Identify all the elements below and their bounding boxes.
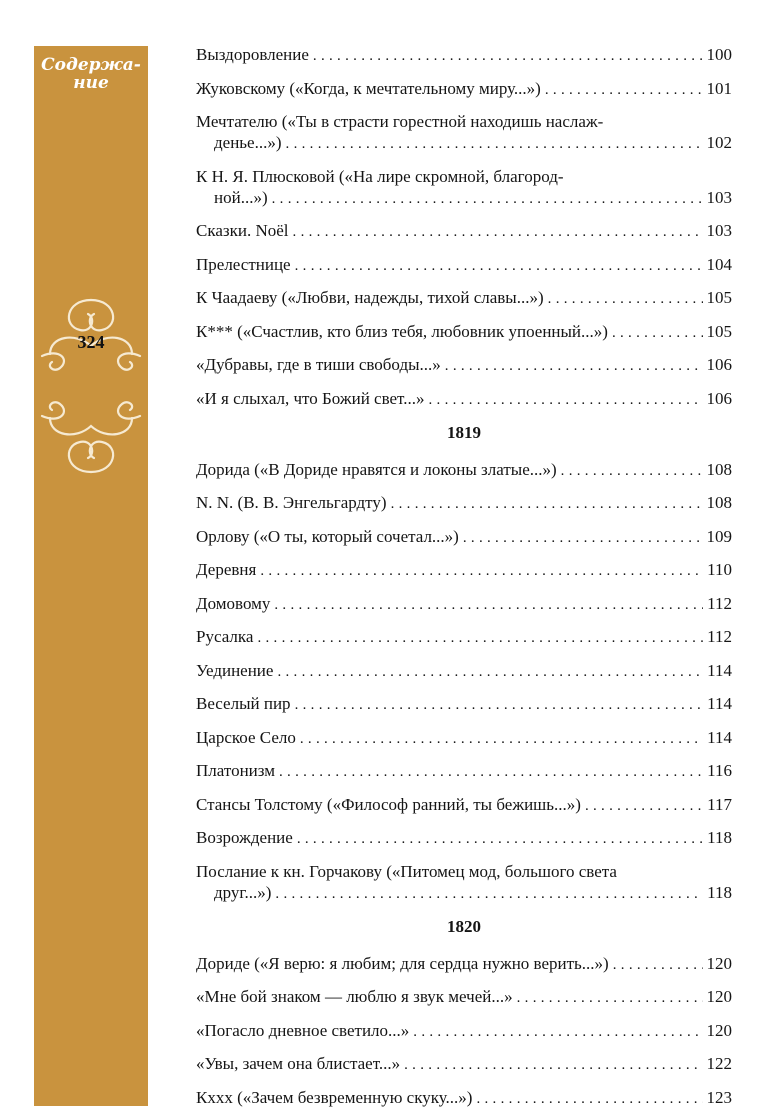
toc-entry (196, 388, 732, 411)
toc-entry (196, 354, 732, 377)
toc-entry-page: 104 (706, 254, 732, 274)
toc-entry (196, 760, 732, 783)
toc-entry (196, 220, 732, 243)
toc-entry (196, 254, 732, 277)
toc-entry-page: 112 (707, 627, 732, 646)
toc-entry-line (196, 760, 732, 783)
toc-entry (196, 660, 732, 683)
toc-entry (196, 1020, 732, 1043)
toc-entry-line (196, 1087, 732, 1110)
leader-dots (561, 461, 703, 482)
toc-entry-page: 101 (706, 78, 732, 98)
toc-entry-line (196, 1053, 732, 1076)
toc-entry-line (196, 827, 732, 850)
toc-entry-title: «Дубравы, где в тиши свободы...» (196, 355, 441, 374)
toc-entry-title: Деревня (196, 560, 257, 579)
toc-entry-line (196, 1020, 732, 1043)
toc-entry (196, 78, 732, 101)
toc-entry-line (196, 593, 732, 616)
toc-entry-title: «Погасло дневное светило...» (196, 1020, 410, 1040)
leader-dots (274, 595, 703, 616)
leader-dots (517, 988, 703, 1009)
toc-group-2 (196, 459, 732, 905)
toc-entry-line (196, 882, 732, 905)
toc-entry-title: Орлову («О ты, который сочетал...») (196, 526, 459, 546)
leader-dots (295, 256, 703, 277)
toc-entry-title: «Мне бой знаком — люблю я звук мечей...» (196, 987, 513, 1006)
leader-dots (272, 189, 703, 210)
toc-entry-line (196, 727, 732, 750)
toc-entry-title: Уединение (196, 660, 274, 680)
toc-entry-page: 118 (707, 882, 732, 902)
leader-dots (613, 955, 703, 976)
toc-entry-page: 100 (706, 45, 732, 64)
leader-dots (585, 796, 703, 817)
toc-entry-page: 117 (707, 794, 732, 814)
toc-entry-page: 110 (707, 560, 732, 579)
toc-entry-title: К*** («Счастлив, кто близ тебя, любовник упоенный...») (196, 321, 608, 341)
leader-dots (300, 729, 703, 750)
toc-entry-line (196, 459, 732, 482)
toc-entry-title: К Н. Я. Плюсковой («На лире скромной, благород- (196, 166, 564, 186)
section-label-line1: Содержа- (41, 55, 141, 75)
leader-dots (428, 390, 702, 411)
toc-entry-line (196, 794, 732, 817)
toc-entry (196, 111, 732, 155)
toc-entry-line (196, 44, 732, 67)
toc-entry-line (196, 287, 732, 310)
toc-entry-page: 120 (706, 1020, 732, 1040)
toc-entry-title: Выздоровление (196, 45, 309, 64)
toc-entry (196, 593, 732, 616)
toc-entry-title: «Увы, зачем она блистает...» (196, 1054, 401, 1073)
leader-dots (297, 829, 703, 850)
toc-entry-title: Сказки. Noël (196, 221, 289, 240)
toc-entry (196, 492, 732, 515)
toc-entry-title: Стансы Толстому («Философ ранний, ты бежишь...») (196, 794, 581, 814)
sidebar (34, 46, 148, 1106)
leader-dots (445, 356, 703, 377)
toc-entry-title: Веселый пир (196, 694, 291, 713)
toc-entry-title: Возрождение (196, 828, 293, 847)
toc-entry (196, 986, 732, 1009)
toc-entry-title: Платонизм (196, 761, 275, 780)
toc-entry (196, 827, 732, 850)
toc-entry (196, 166, 732, 210)
leader-dots (257, 628, 703, 649)
leader-dots (275, 884, 703, 905)
toc-entry-line (196, 559, 732, 582)
toc-entry-line (196, 78, 732, 101)
toc-entry-line (196, 660, 732, 683)
toc-entry-line (196, 220, 732, 243)
toc-entry-title-continued: ной...») (214, 187, 268, 207)
toc-entry-page: 120 (706, 953, 732, 973)
toc-entry-line (196, 132, 732, 155)
year-heading-1819: 1819 (447, 422, 481, 442)
year-heading-1820: 1820 (447, 916, 481, 936)
toc-entry-page: 114 (707, 727, 732, 747)
toc-entry (196, 559, 732, 582)
leader-dots (545, 80, 703, 101)
leader-dots (286, 134, 703, 155)
toc-group-1 (196, 44, 732, 411)
toc-entry (196, 794, 732, 817)
leader-dots (413, 1022, 702, 1043)
toc-entry-page: 122 (706, 1054, 732, 1073)
toc-entry-line (196, 321, 732, 344)
toc-entry-title: Царское Село (196, 727, 296, 747)
toc-entry-page: 105 (706, 288, 732, 307)
toc-entry (196, 44, 732, 67)
toc-entry-title: «И я слыхал, что Божий свет...» (196, 388, 425, 408)
leader-dots (279, 762, 703, 783)
toc-entry-title: Мечтателю («Ты в страсти горестной находишь наслаж- (196, 112, 604, 131)
toc-entry-title: Русалка (196, 627, 254, 646)
leader-dots (277, 662, 703, 683)
toc-entry (196, 526, 732, 549)
toc-entry-page: 102 (706, 133, 732, 152)
toc-entry-page: 112 (707, 593, 732, 613)
toc-entry-line (196, 526, 732, 549)
toc-entry-title: Кxxx («Зачем безвременную скуку...») (196, 1087, 473, 1107)
toc-entry-line (196, 986, 732, 1009)
section-label (34, 56, 148, 92)
leader-dots (260, 561, 703, 582)
toc-entry-title: Дориде («Я верю: я любим; для сердца нужно верить...») (196, 953, 609, 973)
toc-entry-page: 120 (706, 987, 732, 1006)
leader-dots (313, 46, 703, 67)
toc-entry-page: 106 (706, 355, 732, 374)
toc-entry (196, 693, 732, 716)
toc-entry-line (196, 354, 732, 377)
table-of-contents (196, 44, 732, 1120)
toc-entry (196, 287, 732, 310)
toc-entry (196, 459, 732, 482)
toc-entry-title: К Чаадаеву («Любви, надежды, тихой славы...») (196, 288, 544, 307)
toc-entry-page: 116 (707, 761, 732, 780)
leader-dots (391, 494, 703, 515)
leader-dots (404, 1055, 702, 1076)
toc-entry-page: 103 (706, 221, 732, 240)
toc-entry-page: 109 (706, 526, 732, 546)
toc-entry-page: 123 (706, 1087, 732, 1107)
toc-entry-title: N. N. (В. В. Энгельгардту) (196, 493, 387, 512)
toc-entry-page: 103 (706, 187, 732, 207)
toc-entry-line (196, 693, 732, 716)
leader-dots (295, 695, 704, 716)
section-label-line2: ние (73, 73, 109, 93)
toc-entry-title: Дорида («В Дориде нравятся и локоны златые...») (196, 459, 557, 479)
leader-dots (476, 1089, 702, 1110)
toc-entry (196, 953, 732, 976)
leader-dots (293, 222, 703, 243)
toc-entry (196, 321, 732, 344)
toc-entry-page: 114 (707, 660, 732, 680)
toc-entry-title: Домовому (196, 593, 271, 613)
toc-entry-title: Прелестнице (196, 254, 291, 274)
toc-entry-title: Жуковскому («Когда, к мечтательному миру...») (196, 78, 541, 98)
toc-entry-page: 118 (707, 828, 732, 847)
toc-entry (196, 1053, 732, 1076)
leader-dots (548, 289, 703, 310)
toc-entry-page: 106 (706, 388, 732, 408)
ornament-icon (36, 296, 146, 476)
page-number: 324 (77, 332, 105, 352)
toc-entry-page: 108 (706, 459, 732, 479)
toc-entry-title: Послание к кн. Горчакову («Питомец мод, большого света (196, 861, 617, 881)
toc-entry (196, 626, 732, 649)
leader-dots (463, 528, 703, 549)
toc-entry-line (196, 492, 732, 515)
toc-entry (196, 727, 732, 750)
toc-entry-title-continued: денье...») (214, 133, 282, 152)
toc-group-3 (196, 953, 732, 1110)
toc-entry-title-continued: друг...») (214, 882, 272, 902)
toc-entry (196, 1087, 732, 1110)
toc-entry-page: 105 (706, 321, 732, 341)
toc-entry-line (196, 388, 732, 411)
toc-entry-line (196, 254, 732, 277)
toc-entry (196, 861, 732, 905)
toc-entry-page: 114 (707, 694, 732, 713)
toc-entry-line (196, 187, 732, 210)
toc-entry-line (196, 626, 732, 649)
toc-entry-page: 108 (706, 493, 732, 512)
toc-entry-line (196, 953, 732, 976)
leader-dots (612, 323, 703, 344)
